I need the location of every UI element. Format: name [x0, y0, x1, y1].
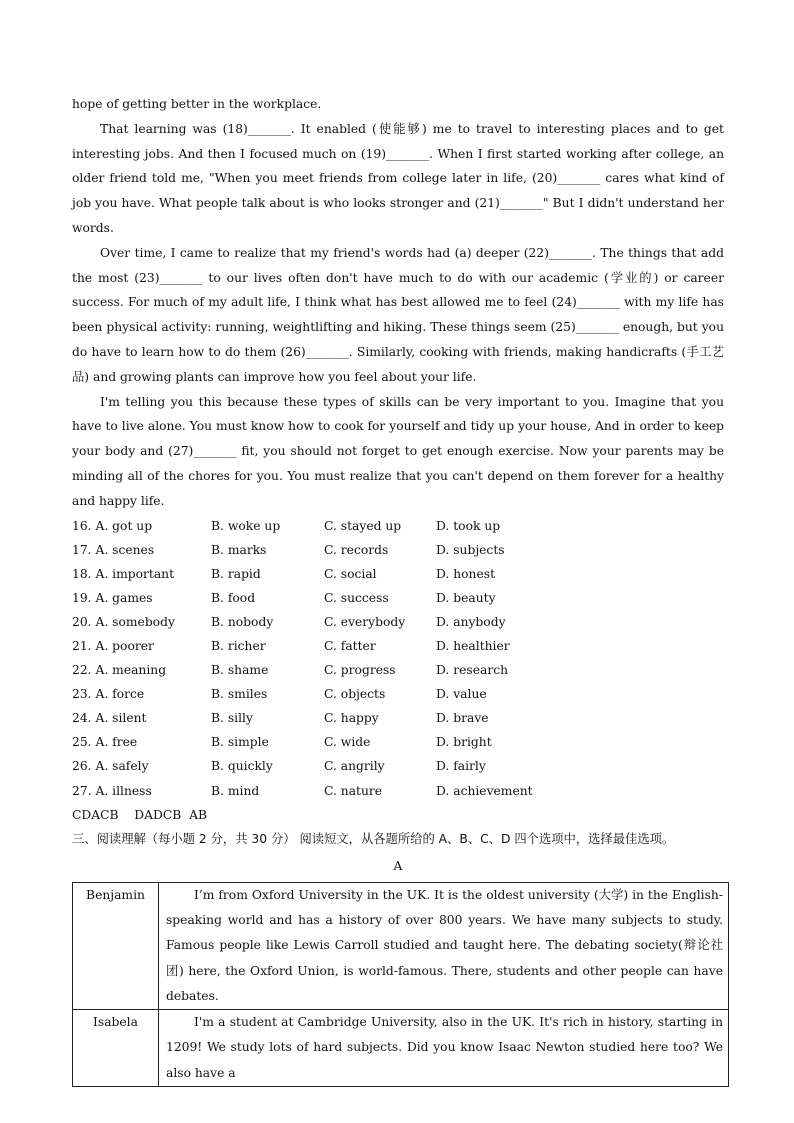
passage-paragraph-3: I'm telling you this because these types of skills can be very important to you. Imagine that you have to live alone. You must know how to cook for yourself and tidy up your house, And in order to keep your body and (27)_______ fit, you should not forget to get enough exercise. Now your parents may be minding all of the chores for you. You must realize that you can't depend on them forever for a healthy and happy life.	[72, 394, 724, 508]
option-c: C. success	[324, 590, 389, 605]
person-name: Benjamin	[73, 882, 159, 1009]
option-d: D. took up	[436, 518, 501, 533]
option-d: D. brave	[436, 711, 489, 726]
question-17-row	[72, 538, 724, 562]
section-3-heading: 三、阅读理解（每小题 2 分，共 30 分） 阅读短文，从各题所给的 A、B、C、D 四个选项中，选择最佳选项。	[72, 831, 675, 846]
question-22-row	[72, 658, 724, 682]
option-c: C. everybody	[324, 614, 406, 629]
option-c: C. social	[324, 566, 377, 581]
question-26-row	[72, 754, 724, 778]
option-c: C. angrily	[324, 759, 385, 774]
question-27-row	[72, 779, 724, 803]
option-c: C. stayed up	[324, 518, 402, 533]
option-d: D. subjects	[436, 542, 505, 557]
part-label: A	[393, 858, 403, 873]
option-c: C. objects	[324, 687, 386, 702]
option-c: C. fatter	[324, 639, 376, 654]
option-b: B. food	[211, 590, 256, 605]
option-a: 19. A. games	[72, 590, 153, 605]
option-d: D. honest	[436, 566, 496, 581]
option-d: D. beauty	[436, 590, 496, 605]
option-b: B. silly	[211, 711, 253, 726]
option-c: C. happy	[324, 711, 379, 726]
option-b: B. nobody	[211, 614, 274, 629]
option-a: 27. A. illness	[72, 783, 152, 798]
option-a: 22. A. meaning	[72, 663, 167, 678]
person-name: Isabela	[73, 1010, 159, 1087]
person-description: I'm a student at Cambridge University, also in the UK. It's rich in history, starting in 1209! We study lots of hard subjects. Did you know Isaac Newton studied here too? We also have a	[159, 1010, 729, 1087]
option-a: 24. A. silent	[72, 711, 147, 726]
option-b: B. quickly	[211, 759, 273, 774]
passage-line-continued: hope of getting better in the workplace.	[72, 97, 322, 111]
question-18-row	[72, 562, 724, 586]
question-20-row	[72, 610, 724, 634]
passage-paragraph-1: That learning was (18)_______. It enabled (使能够) me to travel to interesting places and to get interesting jobs. And then I focused much on (19)_______. When I first started working after college, an older friend told me, "When you meet friends from college later in life, (20)_______ cares what kind of job you have. What people talk about is who looks stronger and (21)_______" But I didn't understand her words.	[72, 121, 724, 235]
question-24-row	[72, 706, 724, 730]
option-c: C. nature	[324, 783, 383, 798]
table-row	[73, 882, 729, 1009]
table-row	[73, 1010, 729, 1087]
option-a: 17. A. scenes	[72, 542, 155, 557]
document-page	[72, 92, 724, 1087]
option-d: D. fairly	[436, 759, 486, 774]
option-d: D. value	[436, 687, 487, 702]
option-d: D. research	[436, 663, 508, 678]
option-b: B. woke up	[211, 518, 281, 533]
option-c: C. records	[324, 542, 389, 557]
option-a: 25. A. free	[72, 735, 138, 750]
answer-key: CDACB DADCB AB	[72, 807, 208, 822]
option-a: 20. A. somebody	[72, 614, 175, 629]
option-d: D. bright	[436, 735, 492, 750]
question-16-row	[72, 514, 724, 538]
option-c: C. progress	[324, 663, 396, 678]
reading-table	[72, 882, 729, 1087]
question-21-row	[72, 634, 724, 658]
option-d: D. healthier	[436, 639, 510, 654]
option-a: 23. A. force	[72, 687, 145, 702]
question-19-row	[72, 586, 724, 610]
person-description: I’m from Oxford University in the UK. It is the oldest university (大学) in the English-speaking world and has a history of over 800 years. We have many subjects to study. Famous people like Lewis Carroll studied and taught here. The debating society(辩论社团) here, the Oxford Union, is world-famous. There, students and other people can have debates.	[159, 882, 729, 1009]
passage-paragraph-2: Over time, I came to realize that my friend's words had (a) deeper (22)_______. The things that add the most (23)_______ to our lives often don't have much to do with our academic (学业的) or career success. For much of my adult life, I think what has best allowed me to feel (24)_______ with my life has been physical activity: running, weightlifting and hiking. These things seem (25)_______ enough, but you do have to learn how to do them (26)_______. Similarly, cooking with friends, making handicrafts (手工艺品) and growing plants can improve how you feel about your life.	[72, 245, 724, 384]
option-b: B. rapid	[211, 566, 261, 581]
option-b: B. simple	[211, 735, 269, 750]
option-a: 21. A. poorer	[72, 639, 154, 654]
options-list	[72, 514, 724, 803]
option-b: B. mind	[211, 783, 260, 798]
option-a: 16. A. got up	[72, 518, 153, 533]
option-c: C. wide	[324, 735, 371, 750]
question-23-row	[72, 682, 724, 706]
option-b: B. shame	[211, 663, 269, 678]
option-d: D. achievement	[436, 783, 533, 798]
option-a: 26. A. safely	[72, 759, 149, 774]
option-b: B. marks	[211, 542, 267, 557]
option-a: 18. A. important	[72, 566, 175, 581]
option-b: B. richer	[211, 639, 266, 654]
option-b: B. smiles	[211, 687, 268, 702]
option-d: D. anybody	[436, 614, 506, 629]
question-25-row	[72, 730, 724, 754]
